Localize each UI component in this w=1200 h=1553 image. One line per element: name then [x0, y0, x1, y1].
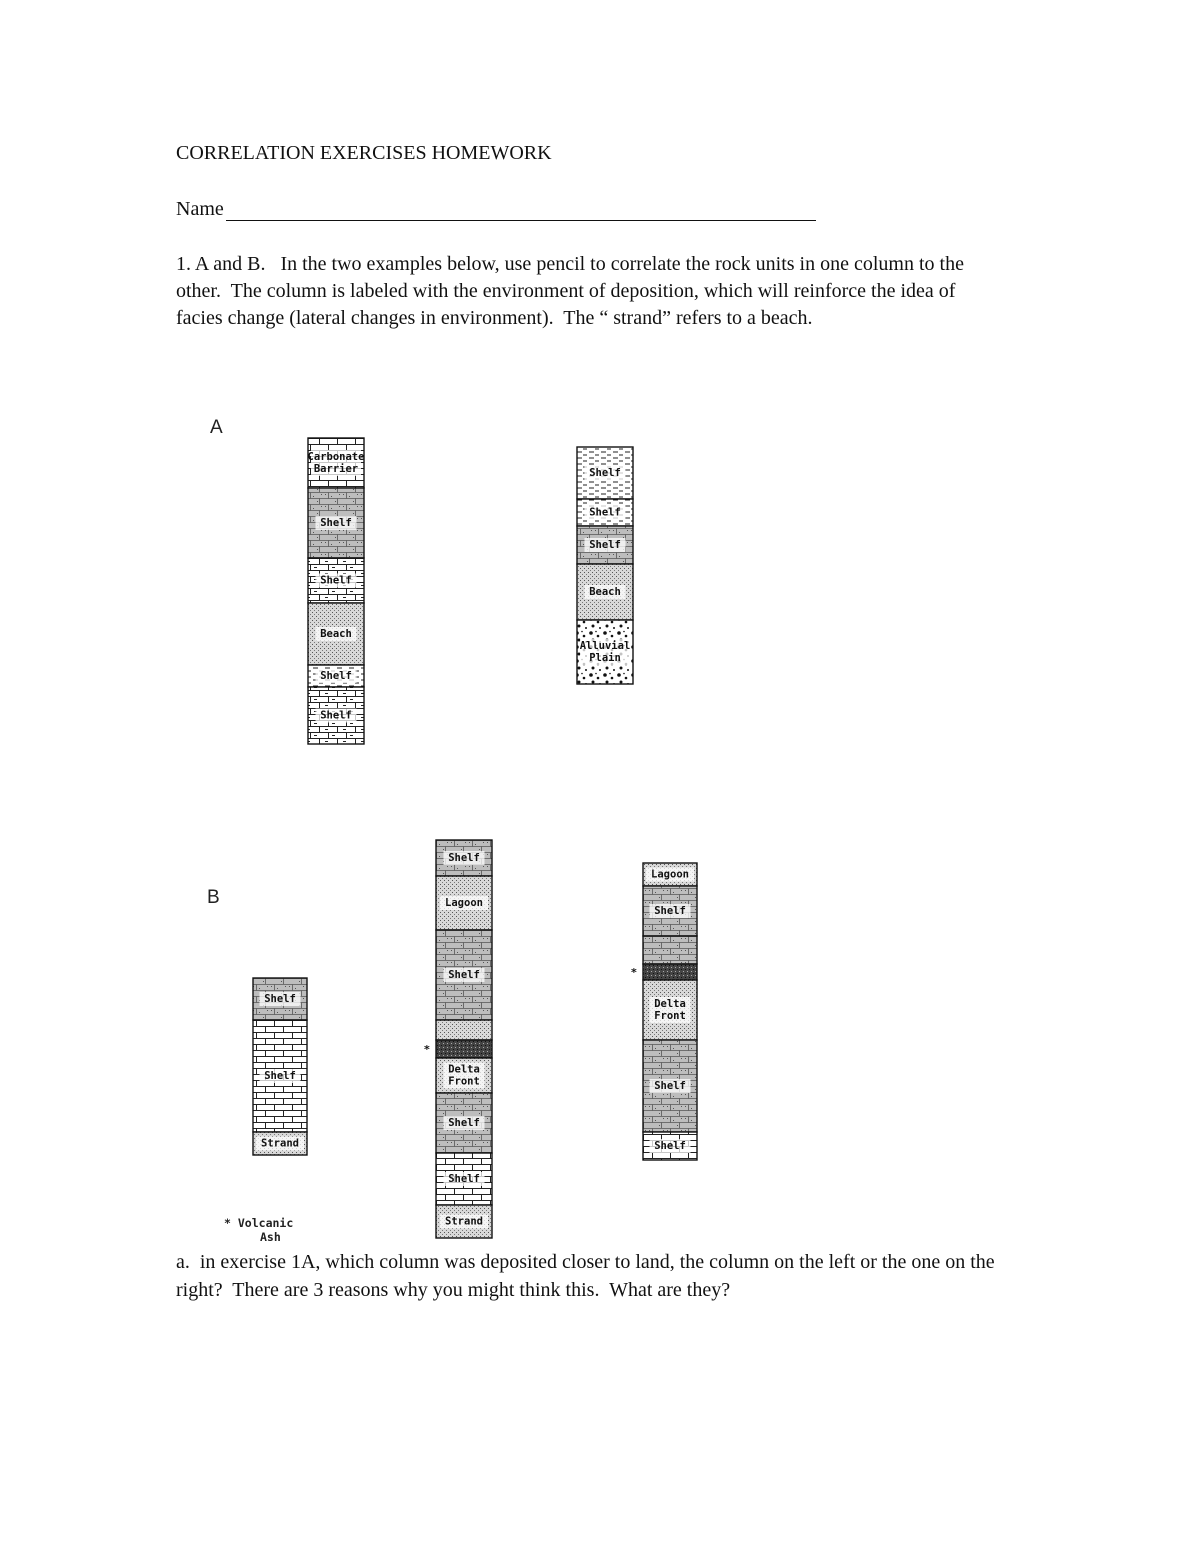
rock-unit: [436, 840, 492, 876]
volcanic-ash-marker: *: [424, 1043, 430, 1056]
unit-label: Delta: [448, 1063, 480, 1076]
unit-label: Shelf: [448, 969, 480, 981]
rock-unit-fill: [436, 1040, 492, 1058]
unit-label: Shelf: [654, 905, 686, 917]
unit-label: Beach: [589, 586, 621, 598]
rock-unit: [253, 978, 307, 1020]
exercise-a-label: A: [210, 417, 223, 438]
rock-unit: [253, 1132, 307, 1155]
unit-label: Front: [448, 1075, 480, 1088]
legend-label-line2: Ash: [260, 1230, 281, 1244]
unit-label: Alluvial: [579, 640, 631, 652]
rock-unit: [577, 620, 633, 684]
rock-unit: [643, 980, 697, 1040]
unit-label: Shelf: [264, 993, 296, 1005]
unit-label: Shelf: [589, 539, 621, 551]
unit-label: Lagoon: [445, 897, 483, 909]
rock-unit: [436, 1020, 492, 1040]
unit-label: Barrier: [313, 463, 359, 475]
legend-asterisk: *: [224, 1216, 231, 1230]
rock-unit: [253, 1020, 307, 1132]
unit-label: Shelf: [320, 709, 352, 722]
volcanic-ash-legend: [224, 1216, 293, 1244]
figure-a: [308, 438, 633, 744]
rock-unit: [308, 687, 364, 744]
rock-unit: [643, 1132, 697, 1160]
rock-unit-fill: [643, 936, 697, 964]
unit-label: Shelf: [320, 574, 352, 587]
unit-label: Shelf: [654, 1080, 686, 1092]
figure-a-column-2: [577, 447, 633, 684]
question-a: a. in exercise 1A, which column was deposited closer to land, the column on the left or the one on the right? There are 3 reasons why you might think this. What are they?: [176, 1251, 1000, 1301]
rock-unit: [436, 1153, 492, 1205]
rock-unit: [436, 930, 492, 1020]
rock-unit: [308, 488, 364, 558]
rock-unit: [424, 1040, 492, 1058]
name-label: Name: [176, 198, 224, 220]
rock-unit: [436, 1093, 492, 1153]
unit-label: Shelf: [320, 517, 352, 529]
rock-unit: [436, 1205, 492, 1238]
rock-unit: [577, 447, 633, 499]
figure-b: [253, 840, 697, 1238]
unit-label: Shelf: [448, 1173, 480, 1185]
unit-label: Beach: [320, 628, 352, 640]
page-title: CORRELATION EXERCISES HOMEWORK: [176, 142, 552, 164]
unit-label: Strand: [261, 1137, 299, 1150]
rock-unit: [643, 936, 697, 964]
volcanic-ash-marker: *: [631, 966, 637, 979]
rock-unit: [577, 499, 633, 526]
unit-label: Shelf: [654, 1140, 686, 1152]
unit-label: Plain: [589, 652, 621, 664]
figure-b-column-1: [253, 978, 307, 1155]
rock-unit-fill: [436, 1020, 492, 1040]
figure-b-column-3: [631, 863, 697, 1160]
instructions-paragraph: 1. A and B. In the two examples below, use pencil to correlate the rock units in one column to the other. The column is labeled with the environment of deposition, which will reinforce the idea of facies change (lateral changes in environment). The “ strand” refers to a beach.: [176, 253, 969, 329]
rock-unit: [308, 665, 364, 687]
rock-unit: [436, 1058, 492, 1093]
unit-label: Strand: [445, 1215, 483, 1228]
rock-unit: [577, 564, 633, 620]
rock-unit: [631, 964, 697, 980]
unit-label: Front: [654, 1010, 686, 1022]
unit-label: Delta: [654, 998, 686, 1010]
unit-label: Shelf: [589, 506, 621, 519]
unit-label: Shelf: [448, 852, 480, 864]
rock-unit: [643, 886, 697, 936]
unit-label: Shelf: [264, 1070, 296, 1082]
rock-unit: [308, 438, 365, 488]
rock-unit: [643, 1040, 697, 1132]
legend-label-line1: Volcanic: [237, 1216, 294, 1230]
unit-label: Shelf: [589, 467, 621, 479]
unit-label: Shelf: [448, 1117, 480, 1129]
unit-label: Carbonate: [307, 451, 365, 463]
rock-unit: [308, 603, 364, 665]
rock-unit: [643, 863, 697, 886]
rock-unit: [308, 558, 364, 603]
unit-label: Shelf: [320, 670, 352, 682]
figure-b-column-2: [424, 840, 492, 1238]
exercise-b-label: B: [207, 887, 220, 908]
rock-unit: [436, 876, 492, 930]
figure-a-column-1: [308, 438, 365, 744]
rock-unit-fill: [643, 964, 697, 980]
unit-label: Lagoon: [651, 868, 689, 881]
rock-unit: [577, 526, 633, 564]
